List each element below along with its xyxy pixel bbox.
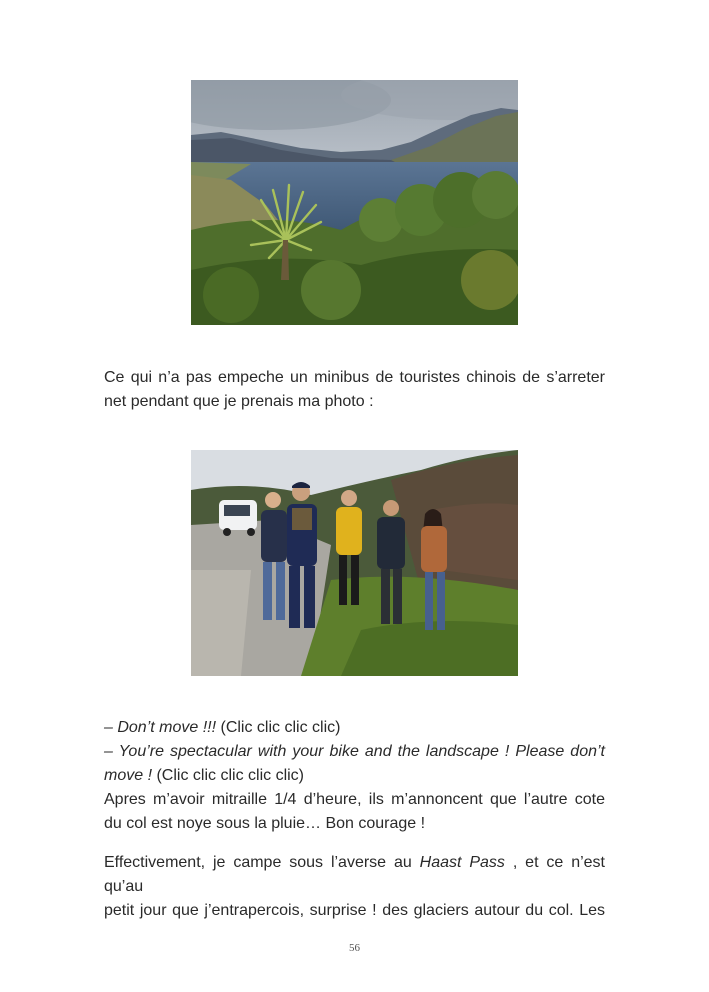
dialogue-line-3 [104, 764, 605, 788]
dialogue-line-2 [104, 740, 605, 764]
tourists-photo [191, 450, 518, 676]
dialogue-line-1 [104, 716, 605, 740]
text-line: petit jour que j’entrapercois, surprise ! des glaciers autour du col. Les [104, 902, 605, 919]
text-fragment: Effectivement, je campe sous l’averse au [104, 854, 420, 871]
place-name: Haast Pass [419, 854, 505, 871]
paragraph-minibus [104, 366, 605, 414]
dialogue-quote: move ! [104, 767, 153, 784]
text-fragment: , et ce n’est qu’au [104, 854, 606, 895]
dialogue-quote: – Don’t move !!! [104, 719, 217, 736]
dialogue-sound: (Clic clic clic clic) [216, 719, 341, 736]
lake-landscape-photo [191, 80, 518, 325]
dialogue-sound: (Clic clic clic clic clic) [152, 767, 304, 784]
text-line: Ce qui n’a pas empeche un minibus de touristes chinois de s’arreter [104, 369, 605, 386]
paragraph-haast-pass [104, 851, 605, 923]
dialogue-quote: – You’re spectacular with your bike and the landscape ! Please don’t [104, 743, 605, 760]
page-number: 56 [349, 942, 360, 954]
text-line [104, 851, 605, 899]
paragraph-dialogue [104, 716, 605, 836]
text-line: du col est noye sous la pluie… Bon courage ! [104, 815, 426, 832]
text-line: Apres m’avoir mitraille 1/4 d’heure, ils m’annoncent que l’autre cote [104, 791, 605, 808]
text-line: net pendant que je prenais ma photo : [104, 393, 374, 410]
